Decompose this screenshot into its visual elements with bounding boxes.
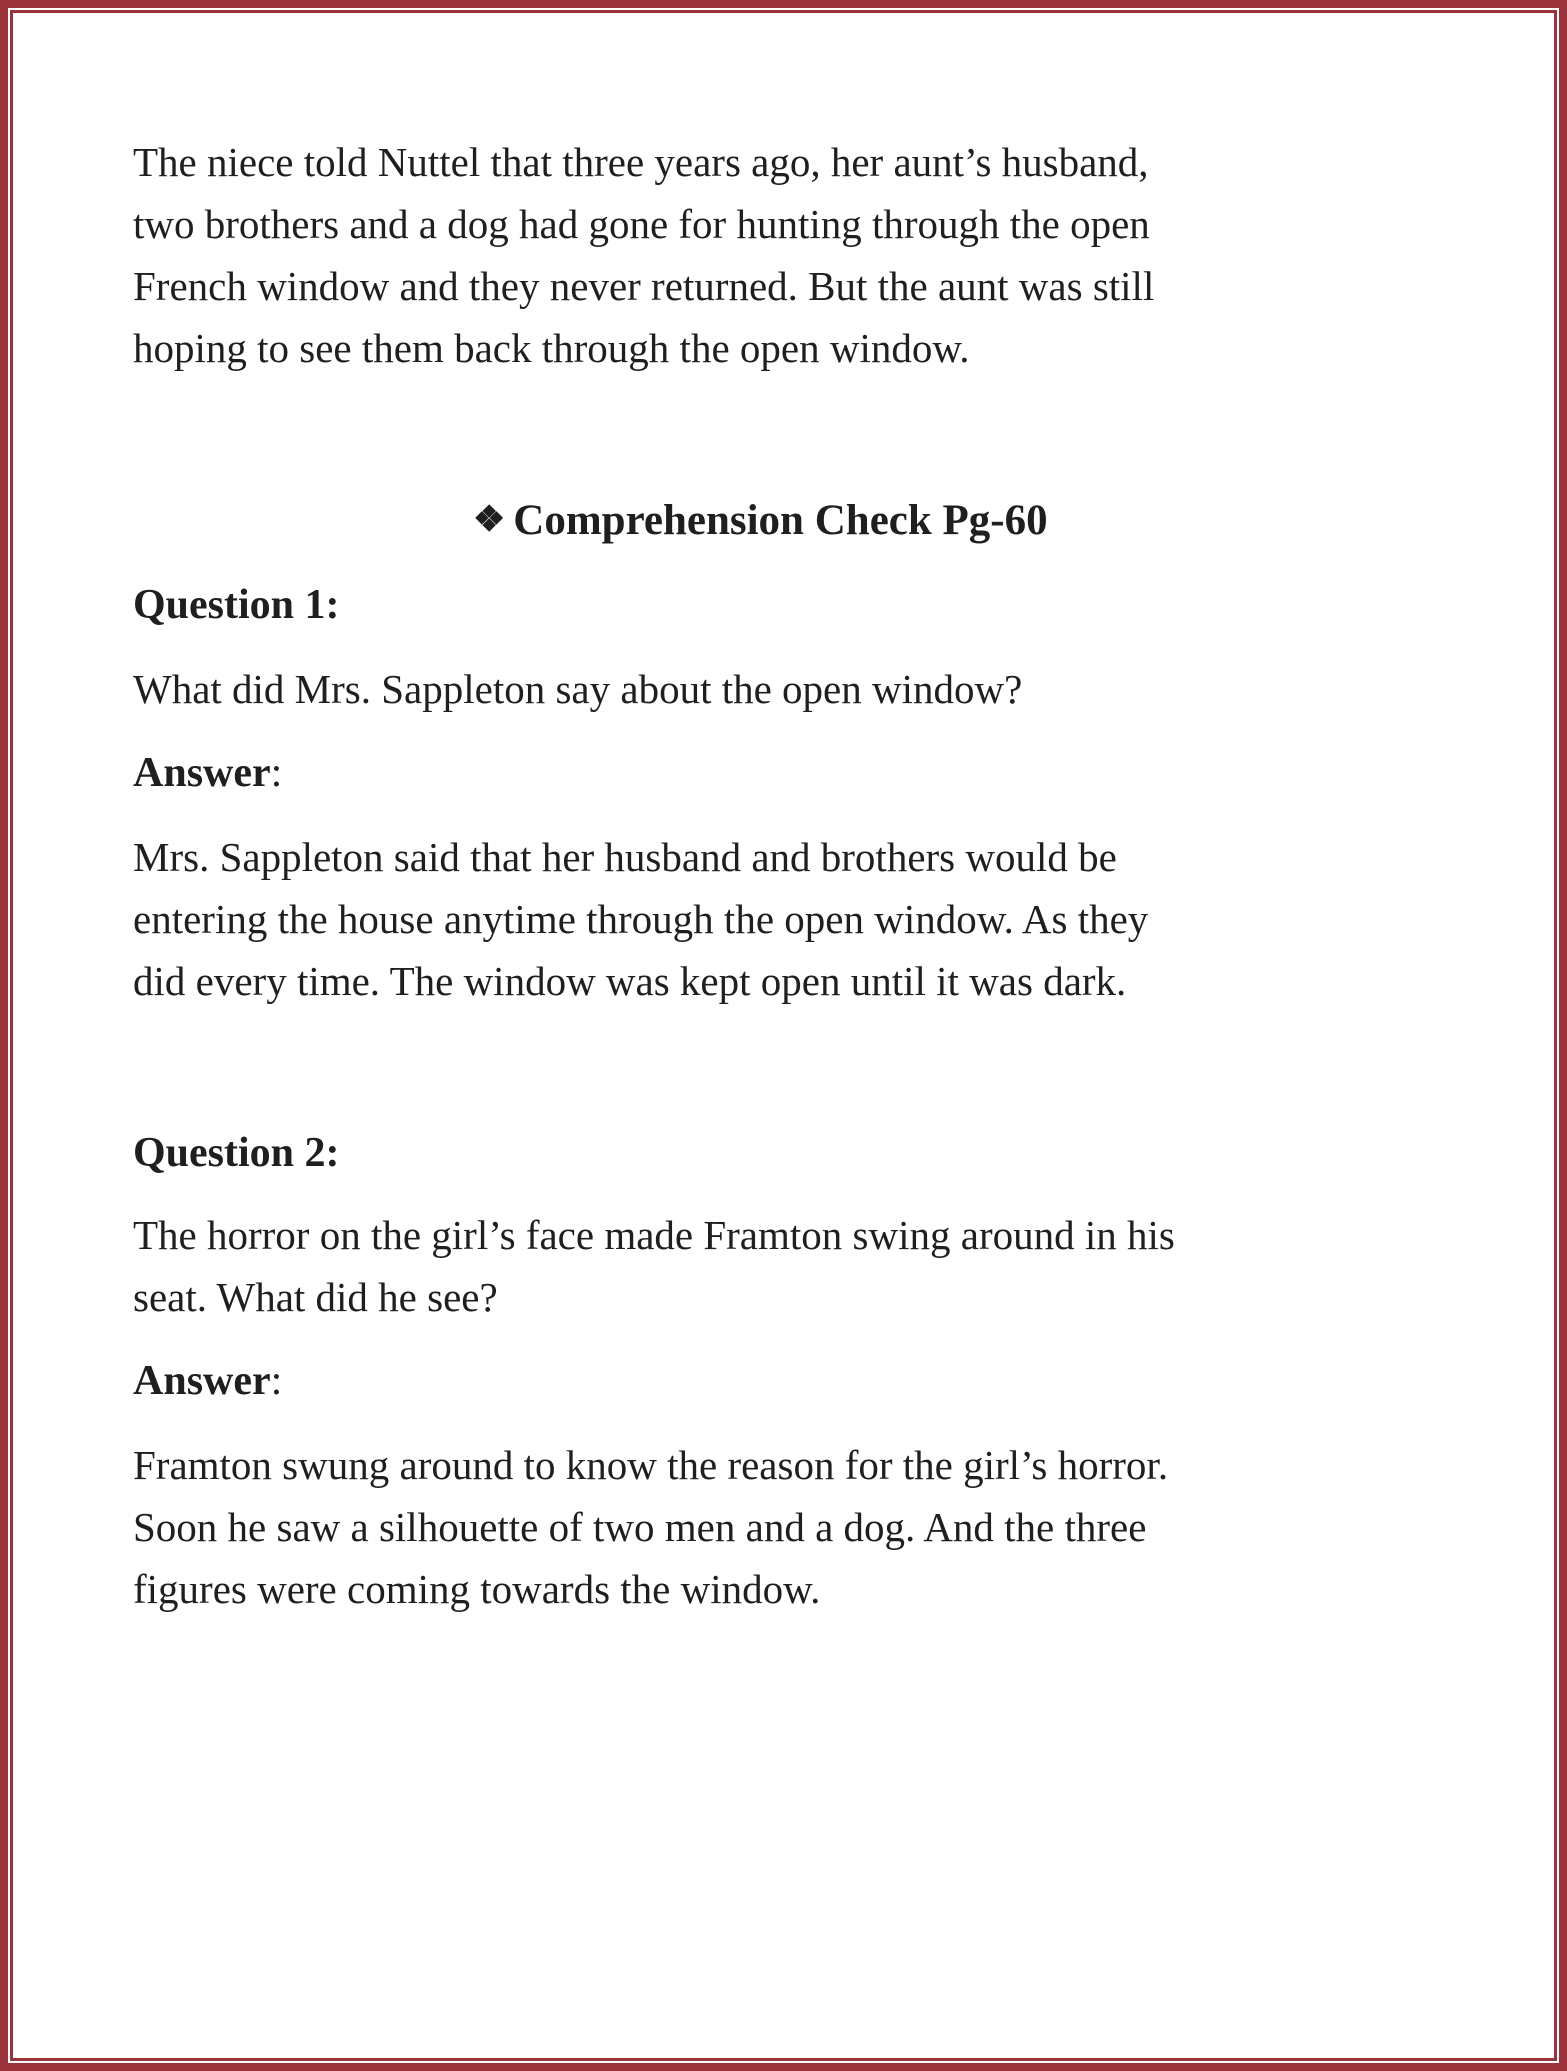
intro-line: hoping to see them back through the open window. <box>133 325 970 371</box>
intro-line: French window and they never returned. But the aunt was still <box>133 263 1155 309</box>
question-2-label: Question 2: <box>133 1130 340 1176</box>
section-title-text: Comprehension Check Pg-60 <box>513 497 1048 544</box>
question-1-text <box>133 658 1022 720</box>
answer-line: did every time. The window was kept open until it was dark. <box>133 958 1127 1004</box>
answer-label-colon: : <box>270 750 283 796</box>
answer-line: Soon he saw a silhouette of two men and a dog. And the three <box>133 1504 1147 1550</box>
answer-label-text: Answer <box>133 1358 271 1404</box>
intro-line: The niece told Nuttel that three years ago, her aunt’s husband, <box>133 139 1149 185</box>
answer-line: Mrs. Sappleton said that her husband and brothers would be <box>133 834 1117 880</box>
intro-line: two brothers and a dog had gone for hunting through the open <box>133 201 1150 247</box>
answer-line: entering the house anytime through the open window. As they <box>133 896 1149 942</box>
question-line: seat. What did he see? <box>133 1274 498 1320</box>
intro-paragraph <box>133 131 1154 379</box>
answer-1-label <box>133 742 282 804</box>
question-line: What did Mrs. Sappleton say about the open window? <box>133 666 1023 712</box>
question-line: The horror on the girl’s face made Framton swing around in his <box>133 1212 1175 1258</box>
answer-label-colon: : <box>270 1358 283 1404</box>
question-2-text <box>133 1204 1175 1328</box>
question-1-label: Question 1: <box>133 582 340 628</box>
answer-label-text: Answer <box>133 750 271 796</box>
answer-2-label <box>133 1350 282 1412</box>
section-title <box>473 490 1048 553</box>
answer-line: Framton swung around to know the reason for the girl’s horror. <box>133 1442 1169 1488</box>
answer-1-paragraph <box>133 826 1148 1012</box>
answer-line: figures were coming towards the window. <box>133 1566 821 1612</box>
diamond-bullet-icon: ❖ <box>473 499 506 539</box>
answer-2-paragraph <box>133 1434 1168 1620</box>
